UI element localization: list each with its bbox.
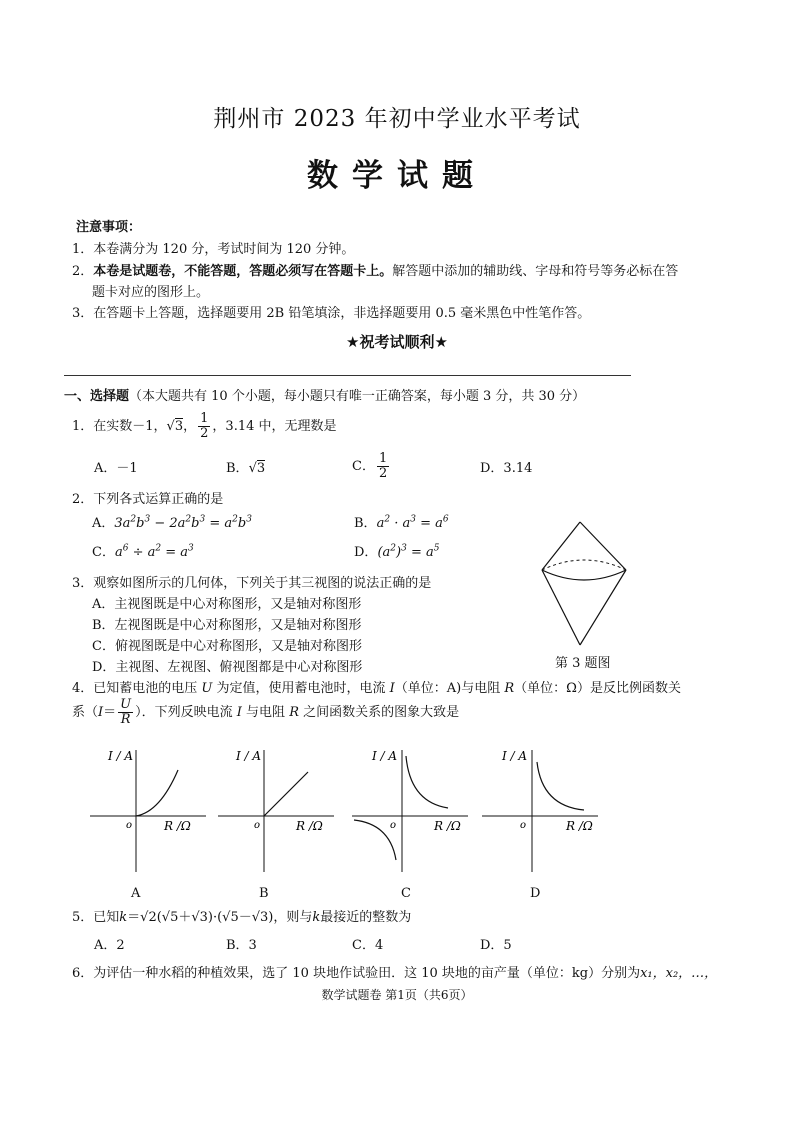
graph-b-origin: o: [254, 820, 261, 831]
note-1: 1．本卷满分为 120 分，考试时间为 120 分钟。: [72, 242, 355, 257]
q1-stem: [72, 412, 337, 441]
q1-option-c-num: 1: [378, 451, 388, 466]
q4-frac-den: R: [120, 712, 131, 727]
note-2-bold: 本卷是试题卷，不能答题，答题必须写在答题卡上。: [93, 264, 393, 279]
q4-var-u: U: [201, 681, 213, 696]
q2-option-a-expr: $3a^2b^3 - 2a^2b^3 = a^2b^3$: [114, 514, 252, 531]
q2-option-c: [92, 541, 194, 560]
q4-line2-eq: ＝: [103, 705, 117, 720]
q2-option-d: [354, 541, 439, 560]
q4-stem-c: （单位：A)与电阻: [394, 681, 505, 696]
cone-bottom-left-edge: [542, 570, 580, 645]
q4-graph-b-label: B: [259, 886, 269, 901]
q2-option-a: [92, 512, 252, 531]
q1-fraction: [198, 412, 210, 441]
cone-top-right-edge: [580, 522, 626, 570]
graph-b-xlabel: R /Ω: [296, 819, 323, 833]
q3-stem: 3．观察如图所示的几何体，下列关于其三视图的说法正确的是: [72, 576, 432, 591]
q1-option-c-den: 2: [378, 466, 388, 481]
q2-option-c-expr: $a^6 \div a^2 = a^3$: [114, 543, 194, 560]
q1-stem-b: ，3.14 中，无理数是: [212, 419, 337, 434]
graph-b-line: [264, 772, 308, 816]
q4-stem-b: 为定值，使用蓄电池时，电流: [212, 681, 390, 696]
graph-b-ylabel: I / A: [236, 749, 262, 763]
q4-stem: [72, 677, 681, 696]
graph-d-curve: [537, 762, 584, 810]
q4-stem-a: 4．已知蓄电池的电压: [72, 681, 202, 696]
q4-line2-i2: I: [236, 705, 242, 720]
graph-c-xlabel: R /Ω: [434, 819, 461, 833]
q4-line2-f: 与电阻: [241, 705, 290, 720]
q1-option-a: A．－1: [94, 461, 138, 476]
q1-option-c-label: C．: [352, 459, 375, 474]
q1-option-c: [352, 452, 391, 481]
q5-option-c: C．4: [352, 938, 384, 953]
q3-option-c: C．俯视图既是中心对称图形，又是轴对称图形: [92, 639, 362, 654]
graph-a-ylabel: I / A: [108, 749, 134, 763]
q4-var-i: I: [389, 681, 395, 696]
note-2: [72, 260, 678, 279]
q1-sep: ，: [183, 419, 197, 434]
q6-stem-tail: x₁，x₂，…，: [640, 966, 718, 981]
q1-option-b: B．√3: [226, 461, 266, 476]
q5-option-a: A．2: [94, 938, 125, 953]
graph-a-xlabel: R /Ω: [164, 819, 191, 833]
q1-frac-den: 2: [200, 426, 209, 441]
q2-option-a-label: A．: [92, 516, 115, 531]
note-2-num: 2．: [72, 264, 94, 279]
graph-a-origin: o: [126, 820, 133, 831]
graph-c-curve-positive: [406, 756, 448, 808]
exam-title: 荆州市 2023 年初中学业水平考试: [213, 106, 581, 132]
graph-d-origin: o: [520, 820, 527, 831]
graph-d-xlabel: R /Ω: [566, 819, 593, 833]
q3-option-a: A．主视图既是中心对称图形，又是轴对称图形: [92, 597, 362, 612]
q1-frac-num: 1: [200, 411, 209, 426]
q2-option-d-expr: $(a^2)^3 = a^5$: [377, 543, 440, 560]
q4-graph-d: [480, 742, 600, 877]
graph-d-ylabel: I / A: [502, 749, 528, 763]
notes-heading: 注意事项：: [76, 220, 142, 235]
blessing: ★祝考试顺利★: [346, 333, 448, 351]
note-2-rest: 解答题中添加的辅助线、字母和符号等务必标在答: [392, 264, 679, 279]
q5-stem-b: ，则与: [273, 910, 313, 925]
q3-option-d: D．主视图、左视图、俯视图都是中心对称图形: [92, 660, 363, 675]
q5-var-k2: k: [312, 910, 321, 925]
graph-c-ylabel: I / A: [372, 749, 398, 763]
q4-graph-b: [216, 742, 336, 877]
q2-option-b-expr: $a^2 \cdot a^3 = a^6$: [376, 514, 449, 531]
q3-cone-figure: [530, 520, 640, 650]
q1-root: 3: [174, 419, 184, 434]
q4-formula-frac: [118, 698, 133, 727]
q4-stem-line2: [72, 698, 459, 728]
q5-option-b: B．3: [226, 938, 257, 953]
q4-line2-h: 之间函数关系的图象大致是: [298, 705, 460, 720]
note-2-continued: 题卡对应的图形上。: [92, 285, 210, 300]
q4-line2-a: 系（: [72, 705, 99, 720]
q4-graph-c: [350, 742, 470, 877]
q1-option-b-root: 3: [256, 461, 266, 476]
q4-graph-a-label: A: [131, 886, 141, 901]
q2-option-d-label: D．: [354, 545, 378, 560]
section1-desc: （本大题共有 10 个小题，每小题只有唯一正确答案，每小题 3 分，共 30 分）: [129, 389, 586, 404]
section1-label: 一、选择题: [64, 389, 130, 404]
q5-stem-a: 5．已知: [72, 910, 120, 925]
q5-expression: ＝√2(√5＋√3)·(√5－√3): [127, 910, 274, 925]
q2-option-b-label: B．: [354, 516, 377, 531]
cone-ellipse-back: [542, 560, 626, 570]
page-footer: 数学试题卷 第1页（共6页）: [321, 988, 473, 1002]
graph-c-origin: o: [390, 820, 397, 831]
q3-figure-caption: 第 3 题图: [555, 656, 611, 671]
q5-var-k: k: [119, 910, 128, 925]
q4-frac-num: U: [120, 697, 132, 712]
q4-graph-c-label: C: [401, 886, 411, 901]
section-divider: [64, 375, 631, 376]
q5-stem: [72, 906, 411, 925]
cone-ellipse-front: [542, 570, 626, 580]
section1-heading: [64, 385, 585, 404]
q4-graph-d-label: D: [530, 886, 541, 901]
q4-line2-i: I: [98, 705, 104, 720]
q4-line2-d: ）．下列反映电流: [135, 705, 237, 720]
q1-option-b-label: B．: [226, 461, 249, 476]
q4-graph-a: [88, 742, 208, 877]
q4-line2-r2: R: [289, 705, 299, 720]
note-3: 3．在答题卡上答题，选择题要用 2B 铅笔填涂，非选择题要用 0.5 毫米黑色中性笔作答。: [72, 306, 591, 321]
q5-stem-c: 最接近的整数为: [320, 910, 412, 925]
q2-stem: 2．下列各式运算正确的是: [72, 492, 224, 507]
subject-title: 数学试题: [307, 158, 487, 194]
q4-stem-d: （单位：Ω）是反比例函数关: [514, 681, 681, 696]
q2-option-c-label: C．: [92, 545, 115, 560]
q2-option-b: [354, 512, 449, 531]
q4-var-r: R: [504, 681, 515, 696]
q1-stem-a: 1．在实数－1，: [72, 419, 167, 434]
q1-option-c-frac: [377, 452, 389, 481]
q6-stem-text: 6．为评估一种水稻的种植效果，选了 10 块地作试验田．这 10 块地的亩产量（单位：kg）分别为: [72, 966, 641, 981]
q6-stem: [72, 962, 717, 981]
sqrt-symbol: √: [166, 419, 175, 434]
graph-a-curve: [136, 770, 178, 816]
cone-bottom-right-edge: [580, 570, 626, 645]
q1-option-d: D．3.14: [480, 461, 533, 476]
q3-option-b: B．左视图既是中心对称图形，又是轴对称图形: [92, 618, 362, 633]
q5-option-d: D．5: [480, 938, 512, 953]
